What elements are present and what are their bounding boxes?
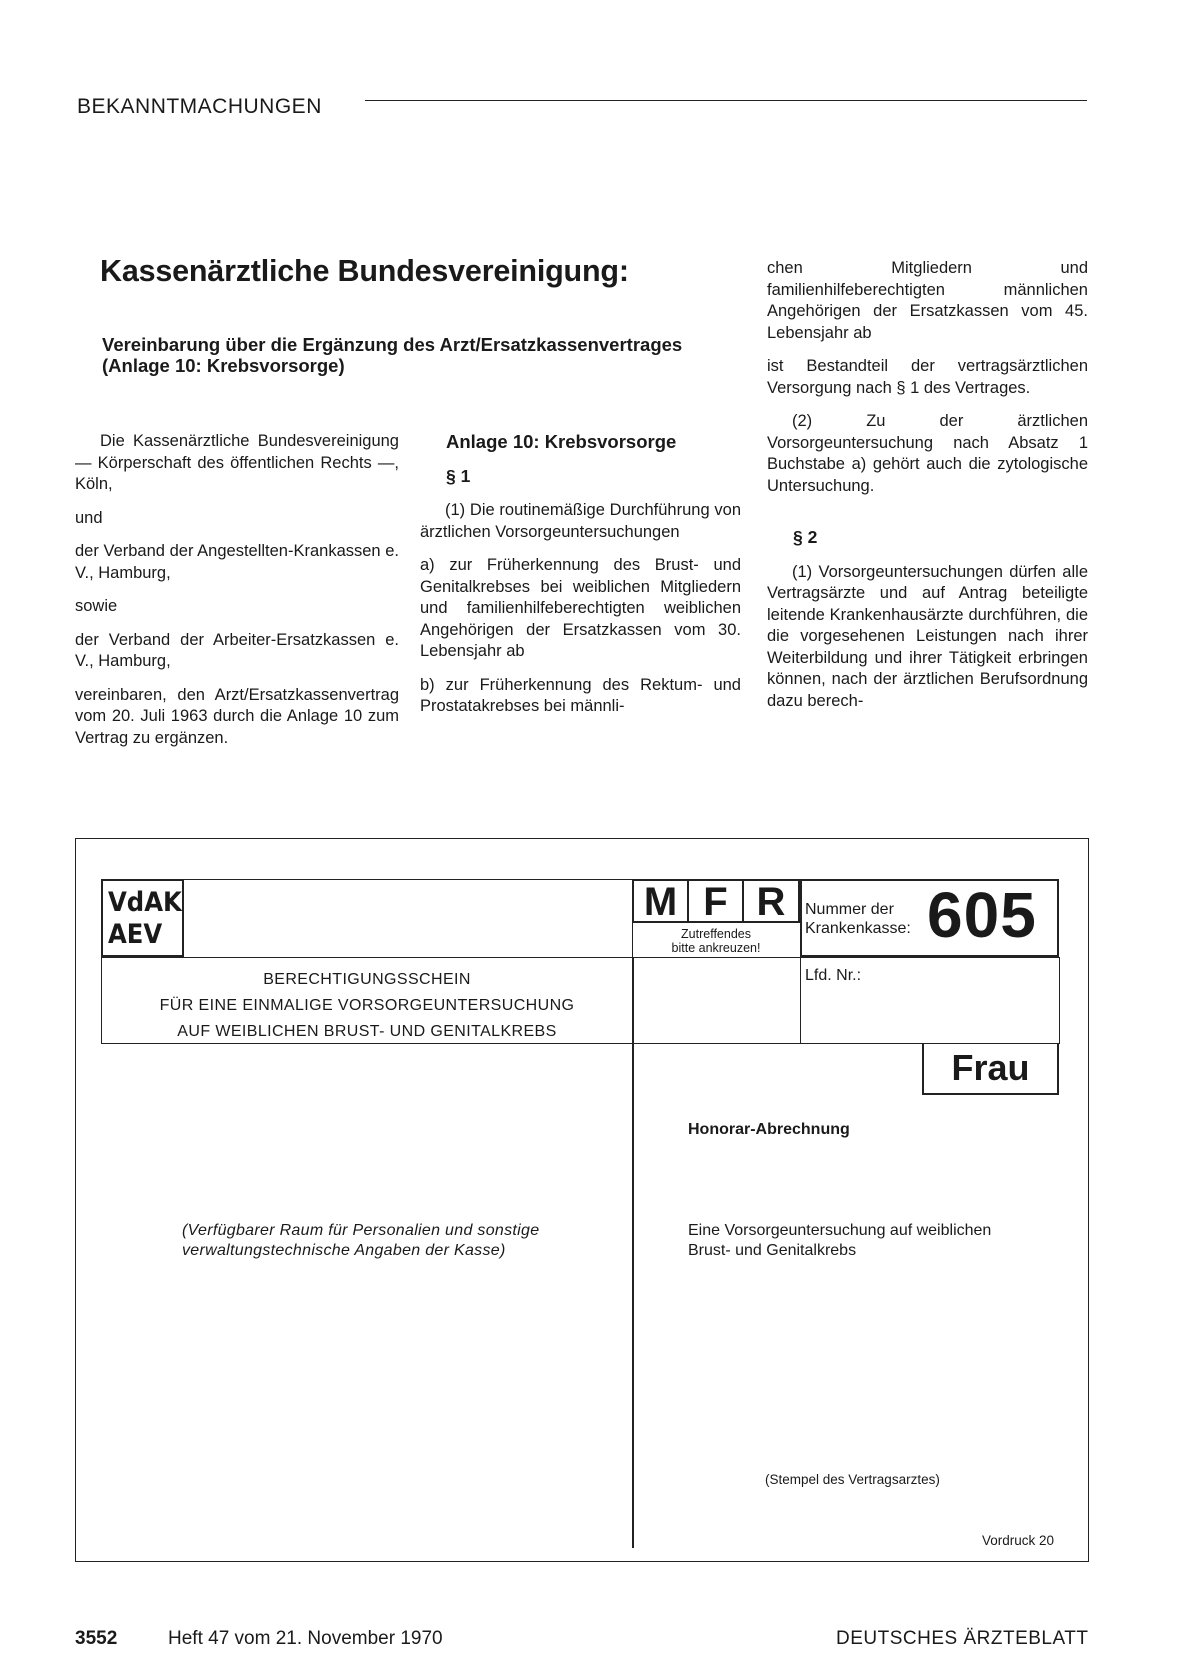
right-para-1: chen Mitgliedern und familienhilfeberechtigten männlichen Angehörigen der Ersatzkassen vom 45. Lebensjahr ab [767,259,1088,342]
article-subtitle [102,334,762,376]
subtitle-line-2: (Anlage 10: Krebsvorsorge) [102,355,345,376]
sex-option-f[interactable]: F [687,879,744,923]
journal-name: DEUTSCHES ÄRZTEBLATT [836,1628,1089,1649]
kasse-label-line-2: Krankenkasse: [805,920,911,937]
mid-para-2: a) zur Früherkennung des Brust- und Genitalkrebses bei weiblichen Mitgliedern und familienhilfeberechtigten weiblichen Angehörigen der Ersatzkassen vom 30. Lebensjahr ab [420,556,741,660]
kasse-number-label [805,900,911,938]
right-column [767,258,1088,724]
mid-para-1: (1) Die routinemäßige Durchführung von ärztlichen Vorsorgeuntersuchungen [420,501,741,541]
right-para-2: ist Bestandteil der vertragsärztlichen Versorgung nach § 1 des Vertrages. [767,357,1088,397]
admin-space-note [182,1221,612,1261]
header-rule [365,100,1087,101]
org-logo-box [101,879,184,957]
space-note-line-2: verwaltungstechnische Angaben der Kasse) [182,1242,506,1259]
section-label: BEKANNTMACHUNGEN [77,95,322,118]
left-para-4: sowie [75,597,118,615]
org-line-2: AEV [108,919,163,950]
middle-column [420,431,741,730]
exam-line-2: Brust- und Genitalkrebs [688,1242,857,1259]
exam-line-1: Eine Vorsorgeuntersuchung auf weiblichen [688,1222,992,1239]
gender-label: Frau [951,1047,1030,1088]
space-note-line-1: (Verfügbarer Raum für Personalien und sonstige [182,1222,540,1239]
form-number: Vordruck 20 [982,1533,1055,1548]
stamp-label: (Stempel des Vertragsarztes) [765,1472,940,1487]
section-2-heading: § 2 [793,527,818,547]
sex-option-r[interactable]: R [742,879,800,923]
certificate-line-1: BERECHTIGUNGSSCHEIN [263,971,471,988]
certificate-title [101,967,633,1045]
lfd-divider [800,957,801,1044]
page-number: 3552 [75,1628,118,1649]
left-para-3: der Verband der Angestellten-Krankassen e. V., Hamburg, [75,542,399,582]
form-top-rule [184,879,634,880]
left-para-6: vereinbaren, den Arzt/Ersatzkassenvertrag vom 20. Juli 1963 durch die Anlage 10 zum Vertrag zu ergänzen. [75,685,399,747]
lfd-right-edge [1059,957,1060,1044]
kasse-number: 605 [927,879,1037,951]
mark-hint-line-2: bitte ankreuzen! [671,941,761,955]
org-line-1: VdAK [108,887,182,918]
left-para-5: der Verband der Arbeiter-Ersatzkassen e. V., Hamburg, [75,630,399,670]
mark-hint [632,927,800,955]
right-para-4: (1) Vorsorgeuntersuchungen dürfen alle Vertragsärzte und auf Antrag beteiligte leitende Krankenhausärzte durchführen, die die vorgesehenen Leistungen nach ihrer Weiterbildung und ihrer Tätigkeit erbringen können, nach der ärztlichen Berufsordnung dazu berech- [767,562,1088,710]
article-title: Kassenärztliche Bundesvereinigung: [100,254,629,288]
left-column [75,431,399,761]
billing-heading: Honorar-Abrechnung [688,1121,850,1138]
sex-option-m[interactable]: M [632,879,689,923]
mark-hint-line-1: Zutreffendes [681,927,751,941]
section-1-heading: § 1 [446,465,471,486]
left-para-1: Die Kassenärztliche Bundesvereinigung — Körperschaft des öffentlichen Rechts —, Köln, [75,432,399,493]
kasse-label-line-1: Nummer der [805,901,894,918]
mid-para-3: b) zur Früherkennung des Rektum- und Prostatakrebses bei männli- [420,675,741,715]
left-para-2: und [75,508,103,527]
right-para-3: (2) Zu der ärztlichen Vorsorgeuntersuchung nach Absatz 1 Buchstabe a) gehört auch die zytologische Untersuchung. [767,412,1088,495]
subtitle-line-1: Vereinbarung über die Ergänzung des Arzt/Ersatzkassenvertrages [102,334,683,355]
exam-description [688,1221,1068,1261]
certificate-line-2: FÜR EINE EINMALIGE VORSORGEUNTERSUCHUNG [159,997,575,1014]
issue-info: Heft 47 vom 21. November 1970 [168,1628,443,1649]
form-divider [632,957,634,1548]
annex-heading: Anlage 10: Krebsvorsorge [446,431,677,452]
certificate-line-3: AUF WEIBLICHEN BRUST- UND GENITALKREBS [177,1023,557,1040]
serial-number-label: Lfd. Nr.: [805,967,862,984]
